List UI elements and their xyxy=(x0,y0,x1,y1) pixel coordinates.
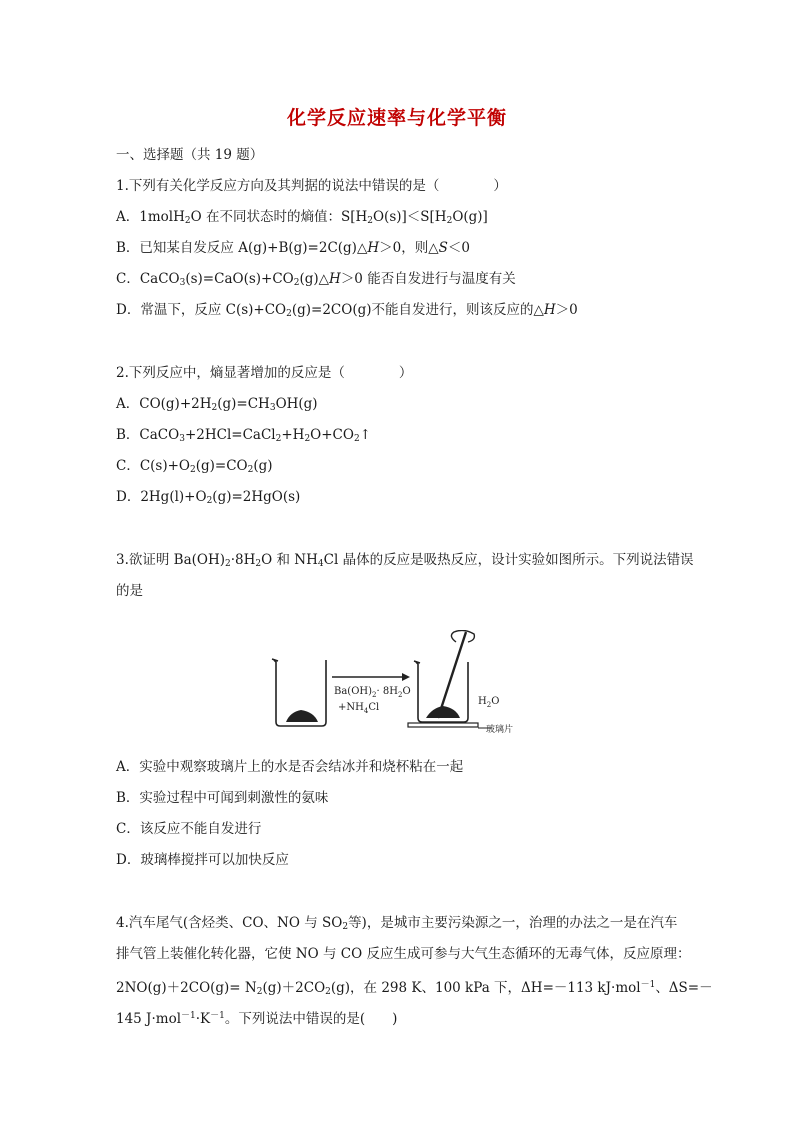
q1-option-b: B．已知某自发反应 A(g)+B(g)=2C(g)△H＞0，则△S＜0 xyxy=(116,240,470,256)
reagent-label-1: $Ba(OH)_2\cdot 8H_2O$ xyxy=(334,686,411,699)
q3-option-b: B．实验过程中可闻到刺激性的氨味 xyxy=(116,790,329,806)
q2-option-c: C．$C(s)+O_2(g)=CO_2(g)$ xyxy=(116,458,273,475)
glass-plate xyxy=(408,723,478,727)
q3-stem-line1: 3.欲证明 $Ba(OH)_2\cdot 8H_2O$ 和 $NH_4Cl$ 晶体的反应是吸热反应，设计实验如图所示。下列说法错误 xyxy=(116,552,694,569)
reagent-label-2: $+NH_4Cl$ xyxy=(338,702,380,715)
q1-option-a: A．1molH$_2$O 在不同状态时的熵值：$S[H_2O(s)]<S[H_2O(g)]$ xyxy=(116,209,488,226)
q1-option-c: C．$CaCO_3(s)=CaO(s)+CO_2(g)\triangle H>0$ 能否自发进行与温度有关 xyxy=(116,271,516,288)
q4-line3: $2NO(g)+2CO(g)= N_2(g)+2CO_2(g)$，在 298 K、100 kPa 下，ΔH=－113 kJ·mol$^{-1}$、ΔS=－ xyxy=(116,980,713,997)
page-title: 化学反应速率与化学平衡 xyxy=(286,107,507,129)
experiment-figure xyxy=(268,630,528,742)
q3-option-d: D．玻璃棒搅拌可以加快反应 xyxy=(116,852,289,868)
q2-option-d: D．$2Hg(l)+O_2(g)=2HgO(s)$ xyxy=(116,489,301,506)
q3-stem-line2: 的是 xyxy=(116,583,143,599)
q2-stem: 2.下列反应中，熵显著增加的反应是（ ） xyxy=(116,365,413,381)
glass-rod xyxy=(438,632,466,718)
solid-right xyxy=(426,706,460,718)
glass-plate-label: 玻璃片 xyxy=(486,725,514,735)
q1-option-d: D．常温下，反应 $C(s)+CO_2(g)=2CO(g)$不能自发进行，则该反应的△H＞0 xyxy=(116,302,578,319)
q1-stem: 1.下列有关化学反应方向及其判据的说法中错误的是（ ） xyxy=(116,178,507,194)
water-label: $H_2O$ xyxy=(478,696,500,709)
q4-line2: 排气管上装催化转化器，它使 NO 与 CO 反应生成可参与大气生态循环的无毒气体，反应原理： xyxy=(116,946,691,962)
q2-option-a: A．$CO(g)+2H_2(g)=CH_3OH(g)$ xyxy=(116,396,318,413)
section-heading: 一、选择题（共 19 题） xyxy=(116,147,264,163)
q2-option-b: B．$CaCO_3+2HCl=CaCl_2+H_2O+CO_2↑$ xyxy=(116,427,371,444)
q4-line1: 4.汽车尾气(含烃类、CO、NO 与 $SO_2$等)，是城市主要污染源之一，治理的办法之一是在汽车 xyxy=(116,915,678,932)
q3-option-c: C．该反应不能自发进行 xyxy=(116,821,262,837)
q4-line4: 145 $J\cdot mol^{-1}\cdot K^{-1}$。下列说法中错误的是( ) xyxy=(116,1011,398,1027)
q3-option-a: A．实验中观察玻璃片上的水是否会结冰并和烧杯粘在一起 xyxy=(116,759,464,775)
solid-left xyxy=(286,710,318,722)
